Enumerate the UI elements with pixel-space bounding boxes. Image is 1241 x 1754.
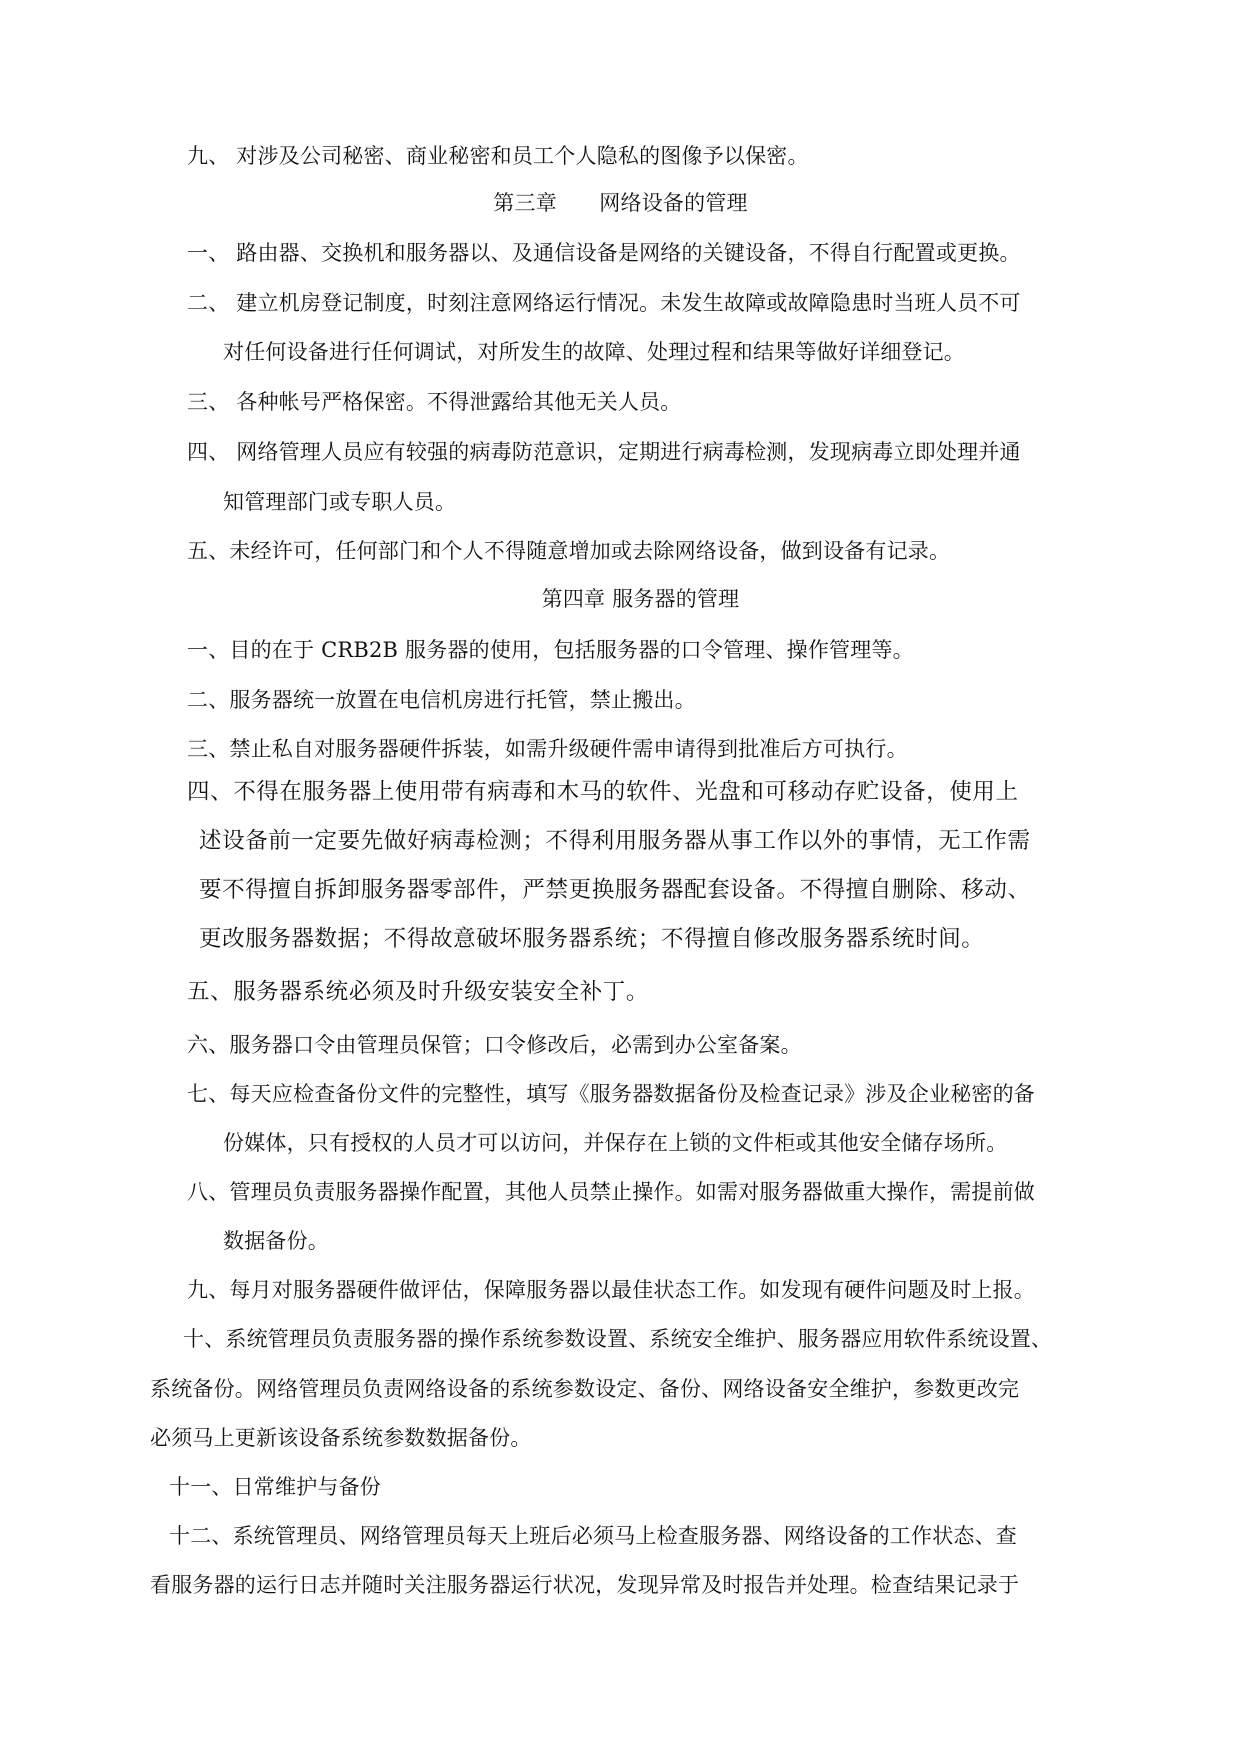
- ch3-item-2: 二、 建立机房登记制度，时刻注意网络运行情况。未发生故障或故障隐患时当班人员不可: [187, 291, 1021, 315]
- ch4-item-8: 八、管理员负责服务器操作配置，其他人员禁止操作。如需对服务器做重大操作，需提前做: [187, 1180, 1035, 1204]
- ch4-item-5: 五、服务器系统必须及时升级安装安全补丁。: [187, 979, 650, 1005]
- ch3-item-1: 一、 路由器、交换机和服务器以、及通信设备是网络的关键设备，不得自行配置或更换。: [187, 241, 1021, 265]
- ch3-item-3: 三、 各种帐号严格保密。不得泄露给其他无关人员。: [187, 390, 682, 414]
- ch4-item-9: 九、每月对服务器硬件做评估，保障服务器以最佳状态工作。如发现有硬件问题及时上报。: [187, 1278, 1035, 1302]
- ch4-item-12: 十二、系统管理员、网络管理员每天上班后必须马上检查服务器、网络设备的工作状态、查: [169, 1524, 1017, 1548]
- ch4-item-6: 六、服务器口令由管理员保管；口令修改后，必需到办公室备案。: [187, 1033, 802, 1057]
- paragraph-item-9-confidential: 九、 对涉及公司秘密、商业秘密和员工个人隐私的图像予以保密。: [187, 144, 809, 168]
- ch3-item-4-cont: 知管理部门或专职人员。: [223, 490, 457, 514]
- ch4-item-10-cont-1: 系统备份。网络管理员负责网络设备的系统参数设定、备份、网络设备安全维护，参数更改完: [150, 1377, 1020, 1401]
- ch3-item-5: 五、未经许可，任何部门和个人不得随意增加或去除网络设备，做到设备有记录。: [187, 539, 951, 563]
- ch4-item-4-cont-3: 更改服务器数据；不得故意破坏服务器系统；不得擅自修改服务器系统时间。: [199, 926, 985, 952]
- ch4-item-4: 四、不得在服务器上使用带有病毒和木马的软件、光盘和可移动存贮设备，使用上: [187, 779, 1019, 805]
- chapter-3-title: 第三章 网络设备的管理: [493, 191, 748, 215]
- ch3-item-2-cont: 对任何设备进行任何调试，对所发生的故障、处理过程和结果等做好详细登记。: [223, 340, 965, 364]
- ch4-item-2: 二、服务器统一放置在电信机房进行托管，禁止搬出。: [187, 688, 696, 712]
- ch4-item-3: 三、禁止私自对服务器硬件拆装，如需升级硬件需申请得到批准后方可执行。: [187, 737, 908, 761]
- ch4-item-1: 一、目的在于 CRB2B 服务器的使用，包括服务器的口令管理、操作管理等。: [187, 638, 914, 662]
- ch4-item-7: 七、每天应检查备份文件的完整性，填写《服务器数据备份及检查记录》涉及企业秘密的备: [187, 1082, 1035, 1106]
- ch4-item-8-cont: 数据备份。: [223, 1229, 329, 1253]
- ch4-item-7-cont: 份媒体，只有授权的人员才可以访问，并保存在上锁的文件柜或其他安全储存场所。: [223, 1131, 1008, 1155]
- ch4-item-4-cont-1: 述设备前一定要先做好病毒检测；不得利用服务器从事工作以外的事情，无工作需: [199, 828, 1031, 854]
- ch4-item-10: 十、系统管理员负责服务器的操作系统参数设置、系统安全维护、服务器应用软件系统设置、: [183, 1327, 1053, 1351]
- ch4-item-10-cont-2: 必须马上更新该设备系统参数数据备份。: [150, 1426, 532, 1450]
- ch4-item-11: 十一、日常维护与备份: [169, 1475, 381, 1499]
- ch3-item-4: 四、 网络管理人员应有较强的病毒防范意识，定期进行病毒检测，发现病毒立即处理并通: [187, 440, 1021, 464]
- ch4-item-4-cont-2: 要不得擅自拆卸服务器零部件，严禁更换服务器配套设备。不得擅自删除、移动、: [199, 877, 1031, 903]
- ch4-item-12-cont: 看服务器的运行日志并随时关注服务器运行状况，发现异常及时报告并处理。检查结果记录于: [150, 1573, 1020, 1597]
- chapter-4-title: 第四章 服务器的管理: [541, 587, 740, 611]
